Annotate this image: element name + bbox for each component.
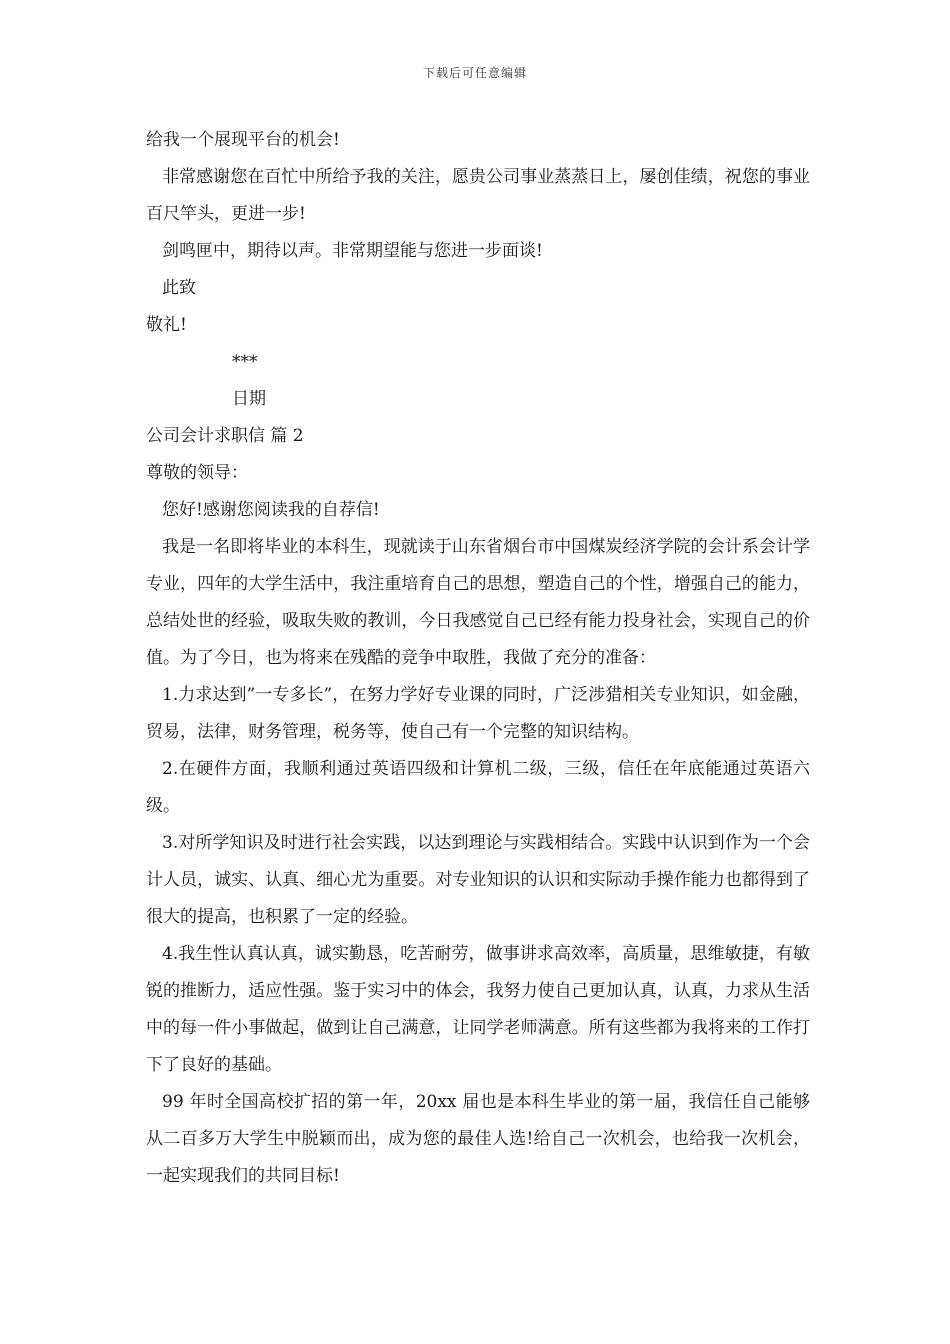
paragraph-point-3: 3.对所学知识及时进行社会实践，以达到理论与实践相结合。实践中认识到作为一个会计人员，诚实、认真、细心尤为重要。对专业知识的认识和实际动手操作能力也都得到了很大的提高，也积累了一定的经验。 — [146, 833, 810, 927]
date-label: 日期 — [232, 389, 266, 409]
letter-body — [146, 122, 810, 1195]
salutation-cizhi: 此致 — [162, 278, 196, 298]
paragraph-hope: 剑鸣匣中，期待以声。非常期望能与您进一步面谈! — [162, 241, 543, 261]
paragraph-intro: 我是一名即将毕业的本科生，现就读于山东省烟台市中国煤炭经济学院的会计系会计学专业，四年的大学生活中，我注重培育自己的思想，塑造自己的个性，增强自己的能力，总结处世的经验，吸取失败的教训，今日我感觉自己已经有能力投身社会，实现自己的价值。为了今日，也为将来在残酷的竞争中取胜，我做了充分的准备： — [146, 537, 810, 668]
greeting: 尊敬的领导： — [146, 463, 248, 483]
salutation-jingli: 敬礼! — [146, 315, 187, 335]
signature: *** — [232, 352, 258, 372]
letter-line-opening: 给我一个展现平台的机会! — [146, 130, 340, 150]
hello-line: 您好!感谢您阅读我的自荐信! — [162, 500, 380, 520]
paragraph-closing: 99 年时全国高校扩招的第一年，20xx 届也是本科生毕业的第一届，我信任自己能够从二百多万大学生中脱颖而出，成为您的最佳人选!给自己一次机会，也给我一次机会，一起实现我们的共同目标! — [146, 1092, 810, 1186]
page-header: 下载后可任意编辑 — [422, 66, 527, 80]
section-title: 公司会计求职信 篇 2 — [146, 426, 304, 446]
paragraph-thanks: 非常感谢您在百忙中所给予我的关注，愿贵公司事业蒸蒸日上，屡创佳绩，祝您的事业百尺竿头，更进一步! — [146, 167, 810, 224]
paragraph-point-1: 1.力求达到”一专多长”，在努力学好专业课的同时，广泛涉猎相关专业知识，如金融，贸易，法律，财务管理，税务等，使自己有一个完整的知识结构。 — [146, 685, 810, 742]
paragraph-point-2: 2.在硬件方面，我顺利通过英语四级和计算机二级，三级，信任在年底能通过英语六级。 — [146, 759, 810, 816]
paragraph-point-4: 4.我生性认真认真，诚实勤恳，吃苦耐劳，做事讲求高效率，高质量，思维敏捷，有敏锐的推断力，适应性强。鉴于实习中的体会，我努力使自己更加认真，认真，力求从生活中的每一件小事做起，做到让自己满意，让同学老师满意。所有这些都为我将来的工作打下了良好的基础。 — [146, 944, 810, 1075]
